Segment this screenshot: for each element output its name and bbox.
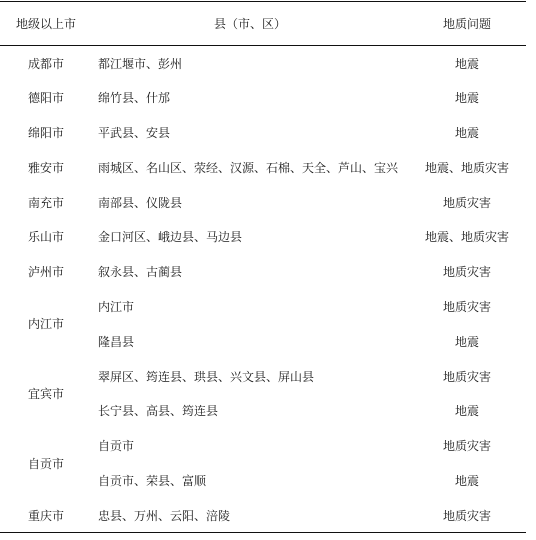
county-cell: 都江堰市、彭州 [98,56,183,71]
table-row [0,498,526,533]
table-row [0,254,526,289]
table-row [0,219,526,254]
county-cell: 内江市 [98,299,135,314]
table-row [0,46,526,81]
county-cell: 叙永县、古蔺县 [98,265,183,280]
issue-cell: 地质灾害 [442,299,491,314]
issue-cell: 地震 [454,91,479,106]
city-cell: 南充市 [27,195,64,210]
table-row [0,428,526,463]
issue-cell: 地震 [454,404,479,419]
county-cell: 雨城区、名山区、荥经、汉源、石棉、天全、芦山、宝兴 [98,160,399,175]
table-row [0,289,526,324]
issue-cell: 地震 [454,125,479,140]
issue-cell: 地震 [454,56,479,71]
city-cell: 成都市 [27,56,64,71]
county-cell: 绵竹县、什邡 [98,91,171,106]
issue-cell: 地震、地质灾害 [424,230,509,245]
county-cell: 平武县、安县 [98,125,171,140]
table-row [0,80,526,115]
header-issue: 地质问题 [408,2,526,46]
city-cell: 自贡市 [27,456,64,471]
table-row [0,359,526,394]
city-cell: 雅安市 [27,160,64,175]
city-cell: 重庆市 [0,498,92,533]
table-row [0,150,526,185]
geology-issues-table [0,1,526,533]
header-city: 地级以上市 [0,2,92,46]
county-cell: 长宁县、高县、筠连县 [98,404,219,419]
header-county: 县（市、区） [92,2,408,46]
city-cell: 内江市 [27,317,64,332]
issue-cell: 地质灾害 [408,498,526,533]
issue-cell: 地质灾害 [442,369,491,384]
county-cell: 南部县、仪陇县 [98,195,183,210]
city-cell: 宜宾市 [27,386,64,401]
city-cell: 泸州市 [27,265,64,280]
county-cell: 翠屏区、筠连县、珙县、兴文县、屏山县 [98,369,315,384]
issue-cell: 地质灾害 [442,265,491,280]
issue-cell: 地质灾害 [442,195,491,210]
issue-cell: 地震 [454,334,479,349]
county-cell: 金口河区、峨边县、马边县 [98,230,243,245]
city-cell: 德阳市 [27,91,64,106]
county-cell: 隆昌县 [98,334,135,349]
table-row [0,115,526,150]
issue-cell: 地震、地质灾害 [424,160,509,175]
city-cell: 乐山市 [27,230,64,245]
issue-cell: 地质灾害 [442,439,491,454]
county-cell: 自贡市、荣县、富顺 [98,473,207,488]
table-header-row [0,2,526,46]
county-cell: 忠县、万州、云阳、涪陵 [92,498,408,533]
issue-cell: 地震 [454,473,479,488]
table-row [0,185,526,220]
county-cell: 自贡市 [98,439,135,454]
city-cell: 绵阳市 [27,125,64,140]
